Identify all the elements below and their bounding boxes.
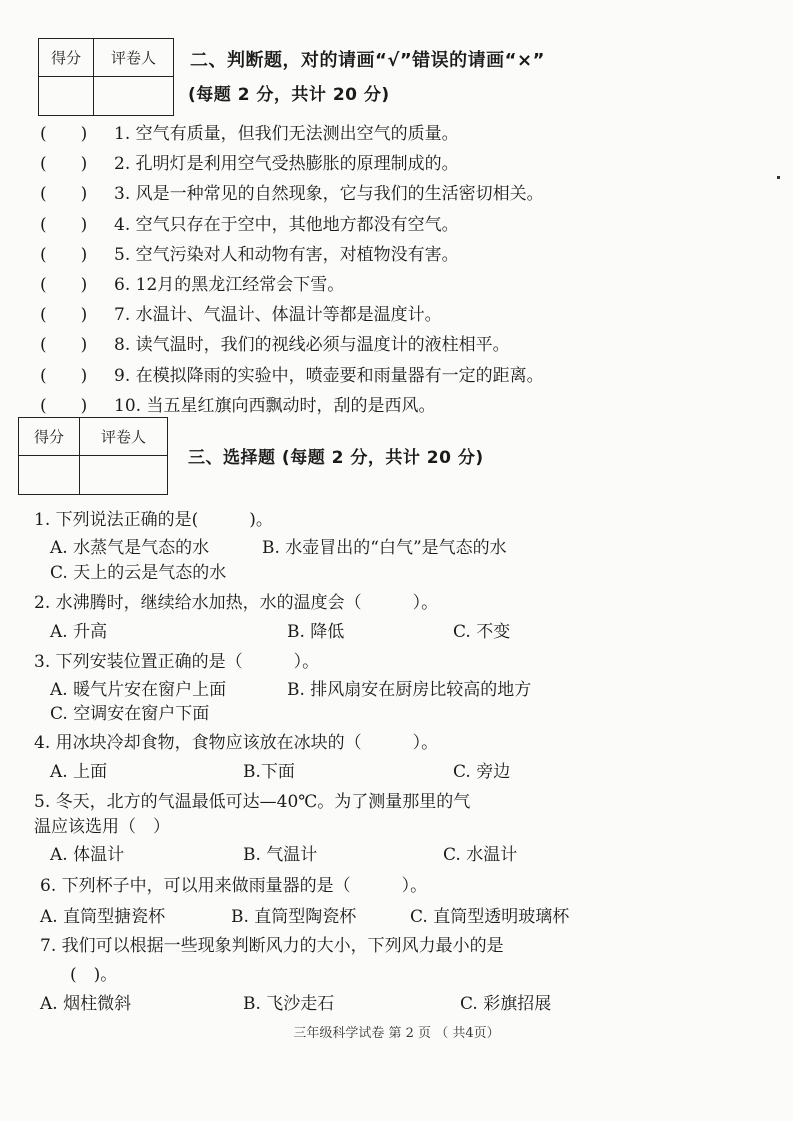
- question-5-stem-line1: 5. 冬天，北方的气温最低可达—40℃。为了测量那里的气: [34, 792, 471, 812]
- question-7-option-a[interactable]: A. 烟柱微斜: [40, 994, 132, 1014]
- page-footer: 三年级科学试卷 第 2 页 （ 共4页）: [293, 1026, 500, 1041]
- answer-blank[interactable]: ( ): [40, 305, 88, 326]
- question-5-option-c[interactable]: C. 水温计: [443, 845, 518, 865]
- true-false-list: [40, 119, 760, 421]
- question-3-option-b[interactable]: B. 排风扇安在厨房比较高的地方: [287, 680, 532, 700]
- list-item: [40, 149, 760, 179]
- answer-blank[interactable]: ( ): [40, 244, 88, 265]
- question-text: 6. 12月的黑龙江经常会下雪。: [114, 274, 345, 295]
- question-6-option-a[interactable]: A. 直筒型搪瓷杯: [40, 907, 166, 927]
- question-1-option-b[interactable]: B. 水壶冒出的“白气”是气态的水: [262, 538, 507, 558]
- question-4-option-b[interactable]: B.下面: [243, 762, 295, 782]
- question-4-option-c[interactable]: C. 旁边: [453, 762, 511, 782]
- score-box-section3: [18, 417, 168, 495]
- question-3-option-a[interactable]: A. 暖气片安在窗户上面: [50, 680, 227, 700]
- scan-speck: [777, 176, 780, 179]
- answer-blank[interactable]: ( ): [40, 124, 88, 144]
- question-1-option-c[interactable]: C. 天上的云是气态的水: [50, 563, 227, 583]
- question-5-stem-line2: 温应该选用（ ）: [34, 817, 170, 837]
- question-4-option-a[interactable]: A. 上面: [50, 762, 108, 782]
- question-6-option-b[interactable]: B. 直筒型陶瓷杯: [231, 907, 357, 927]
- question-2-option-c[interactable]: C. 不变: [453, 622, 511, 642]
- answer-blank[interactable]: ( ): [40, 365, 88, 386]
- question-7-stem-line1: 7. 我们可以根据一些现象判断风力的大小，下列风力最小的是: [40, 936, 504, 956]
- list-item: [40, 240, 760, 270]
- list-item: [40, 361, 760, 391]
- question-7-stem-line2: ( )。: [70, 965, 118, 985]
- question-4-stem: 4. 用冰块冷却食物，食物应该放在冰块的（ ）。: [34, 733, 439, 753]
- section3-title: 三、选择题 (每题 2 分，共计 20 分): [188, 448, 484, 468]
- score-label: 得分: [19, 418, 80, 456]
- answer-blank[interactable]: ( ): [40, 154, 88, 175]
- question-7-option-c[interactable]: C. 彩旗招展: [460, 994, 552, 1014]
- question-text: 3. 风是一种常见的自然现象，它与我们的生活密切相关。: [114, 184, 544, 205]
- question-text: 2. 孔明灯是利用空气受热膨胀的原理制成的。: [114, 154, 459, 175]
- answer-blank[interactable]: ( ): [40, 395, 88, 416]
- grader-label: 评卷人: [94, 39, 174, 77]
- question-text: 10. 当五星红旗向西飘动时，刮的是西风。: [114, 395, 436, 416]
- score-box-section2: [38, 38, 174, 116]
- list-item: [40, 119, 760, 149]
- question-5-option-a[interactable]: A. 体温计: [50, 845, 125, 865]
- list-item: [40, 330, 760, 360]
- question-3-stem: 3. 下列安装位置正确的是（ ）。: [34, 652, 320, 672]
- grader-label: 评卷人: [80, 418, 168, 456]
- section2-title-line1: 二、判断题，对的请画“√”错误的请画“×”: [190, 50, 545, 71]
- question-5-option-b[interactable]: B. 气温计: [243, 845, 318, 865]
- section2-title-line2: (每题 2 分，共计 20 分): [188, 85, 390, 105]
- grader-cell[interactable]: [94, 77, 174, 116]
- score-label: 得分: [39, 39, 94, 77]
- list-item: [40, 210, 760, 240]
- question-1-option-a[interactable]: A. 水蒸气是气态的水: [50, 538, 210, 558]
- list-item: [40, 179, 760, 209]
- question-2-stem: 2. 水沸腾时，继续给水加热，水的温度会（ ）。: [34, 593, 439, 613]
- question-2-option-a[interactable]: A. 升高: [50, 622, 108, 642]
- answer-blank[interactable]: ( ): [40, 274, 88, 295]
- answer-blank[interactable]: ( ): [40, 214, 88, 235]
- question-7-option-b[interactable]: B. 飞沙走石: [243, 994, 335, 1014]
- question-text: 9. 在模拟降雨的实验中，喷壶要和雨量器有一定的距离。: [114, 365, 544, 386]
- question-text: 4. 空气只存在于空中，其他地方都没有空气。: [114, 214, 459, 235]
- question-6-stem: 6. 下列杯子中，可以用来做雨量器的是（ ）。: [40, 876, 428, 896]
- score-cell[interactable]: [39, 77, 94, 116]
- question-1-stem: 1. 下列说法正确的是( )。: [34, 510, 273, 530]
- question-text: 1. 空气有质量，但我们无法测出空气的质量。: [114, 124, 459, 144]
- question-text: 8. 读气温时，我们的视线必须与温度计的液柱相平。: [114, 335, 510, 356]
- score-cell[interactable]: [19, 456, 80, 495]
- list-item: [40, 270, 760, 300]
- answer-blank[interactable]: ( ): [40, 335, 88, 356]
- question-3-option-c[interactable]: C. 空调安在窗户下面: [50, 704, 210, 724]
- question-6-option-c[interactable]: C. 直筒型透明玻璃杯: [410, 907, 570, 927]
- question-text: 5. 空气污染对人和动物有害，对植物没有害。: [114, 244, 459, 265]
- question-2-option-b[interactable]: B. 降低: [287, 622, 345, 642]
- question-text: 7. 水温计、气温计、体温计等都是温度计。: [114, 305, 442, 326]
- grader-cell[interactable]: [80, 456, 168, 495]
- answer-blank[interactable]: ( ): [40, 184, 88, 205]
- list-item: [40, 300, 760, 330]
